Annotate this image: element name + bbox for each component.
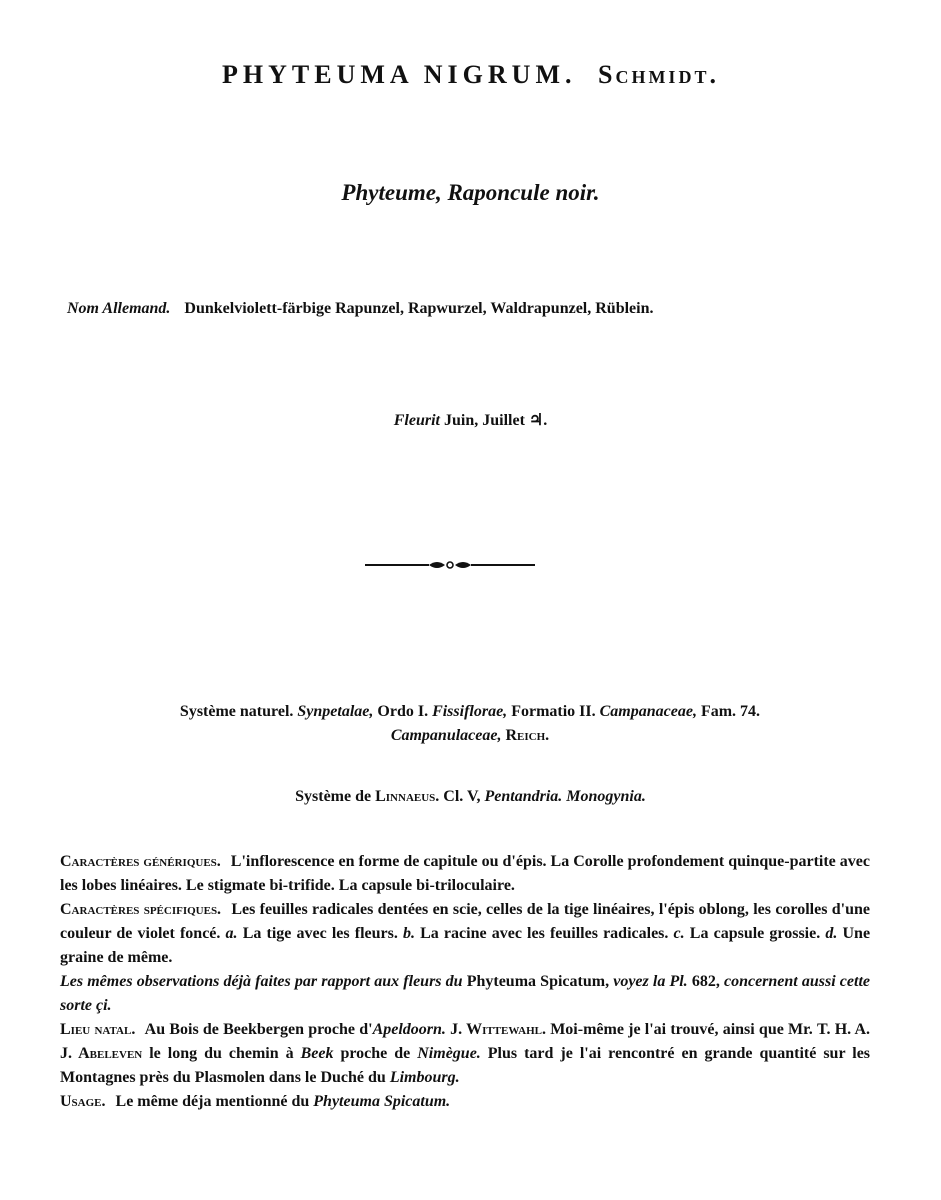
specific-characters-heading: Caractères spécifiques. — [60, 901, 222, 918]
collector-abeleven: T. H. A. J. Abeleven — [60, 1021, 871, 1062]
habitat-text-4: proche de — [340, 1045, 411, 1062]
natural-system — [80, 700, 860, 748]
ordo-name: Fissiflorae, — [432, 703, 508, 720]
observations-plate-number: 682, — [691, 973, 720, 990]
flowering-line — [0, 410, 941, 430]
observations-conclusion: concernent aussi cette sorte çi. — [60, 973, 871, 1014]
formatio-name: Campanaceae, — [599, 703, 697, 720]
linnaean-order-name: Monogynia. — [566, 788, 646, 805]
habitat-text-2: Moi-même je l'ai trouvé, ainsi que Mr. — [550, 1021, 813, 1038]
collector-wittewahl: J. Wittewahl. — [450, 1021, 546, 1038]
specific-characters — [60, 898, 870, 970]
common-name: Phyteume, Raponcule noir. — [341, 180, 600, 205]
place-limbourg: Limbourg. — [389, 1069, 460, 1086]
formatio: Formatio II. — [511, 703, 596, 720]
observations — [60, 970, 870, 1018]
linnaean-system — [0, 788, 941, 806]
place-beek: Beek — [300, 1045, 334, 1062]
flowering-label: Fleurit — [393, 412, 440, 429]
habitat-text-5: Plus tard je l'ai rencontré en grande quantité sur les Montagnes près du Plasmolen dans le Duché du — [60, 1045, 871, 1086]
linnaean-class-name: Pentandria. — [484, 788, 563, 805]
figure-ref-a: a. — [225, 925, 238, 942]
usage — [60, 1090, 870, 1114]
place-nimegue: Nimègue. — [417, 1045, 481, 1062]
ornament-divider — [365, 557, 535, 573]
place-apeldoorn: Apeldoorn. — [372, 1021, 446, 1038]
specific-characters-text: Les feuilles radicales dentées en scie, celles de la tige linéaires, l'épis oblong, les corolles d'une couleur de violet foncé. — [60, 901, 870, 942]
native-habitat — [60, 1018, 870, 1090]
figure-ref-c: c. — [673, 925, 685, 942]
observations-text: Les mêmes observations déjà faites par rapport aux fleurs du — [60, 973, 463, 990]
usage-species: Phyteuma Spicatum. — [313, 1093, 451, 1110]
usage-heading: Usage. — [60, 1093, 106, 1110]
family-name: Campanulaceae, — [390, 727, 502, 744]
usage-text: Le même déja mentionné du — [115, 1093, 310, 1110]
description-body — [60, 850, 870, 1114]
observations-see-plate: voyez la Pl. — [613, 973, 688, 990]
german-name-label: Nom Allemand. — [67, 300, 171, 317]
natural-system-label: Système naturel. — [179, 703, 294, 720]
ordo: Ordo I. — [377, 703, 429, 720]
habitat-text-1: Au Bois de Beekbergen proche d' — [144, 1021, 373, 1038]
german-name-text: Dunkelviolett-färbige Rapunzel, Rapwurzel, Waldrapunzel, Rüblein. — [184, 300, 654, 317]
figure-ref-d: d. — [825, 925, 838, 942]
species-name: PHYTEUMA NIGRUM. — [222, 60, 577, 89]
figure-d-text: Une graine de même. — [60, 925, 871, 966]
native-habitat-heading: Lieu natal. — [60, 1021, 136, 1038]
habitat-text-3: le long du chemin à — [149, 1045, 294, 1062]
family-author: Reich. — [505, 727, 550, 744]
german-name-line — [67, 300, 887, 318]
linnaean-class: Cl. V, — [443, 788, 481, 805]
linnaean-author: Linnaeus. — [375, 788, 440, 805]
subclass: Synpetalae, — [297, 703, 374, 720]
species-author: Schmidt. — [597, 60, 719, 89]
family-number: Fam. 74. — [700, 703, 761, 720]
figure-a-text: La tige avec les fleurs. — [242, 925, 398, 942]
flowering-text: Juin, Juillet ♃. — [443, 412, 548, 429]
generic-characters-heading: Caractères génériques. — [60, 853, 221, 870]
observations-species: Phyteuma Spicatum, — [466, 973, 610, 990]
figure-ref-b: b. — [402, 925, 415, 942]
page-title — [0, 60, 941, 90]
figure-c-text: La capsule grossie. — [689, 925, 821, 942]
linnaean-label: Système de — [295, 788, 372, 805]
generic-characters-text: L'inflorescence en forme de capitule ou d'épis. La Corolle profondement quinque-partite avec les lobes linéaires. Le stigmate bi-trifide. La capsule bi-triloculaire. — [60, 853, 870, 894]
generic-characters — [60, 850, 870, 898]
figure-b-text: La racine avec les feuilles radicales. — [420, 925, 669, 942]
